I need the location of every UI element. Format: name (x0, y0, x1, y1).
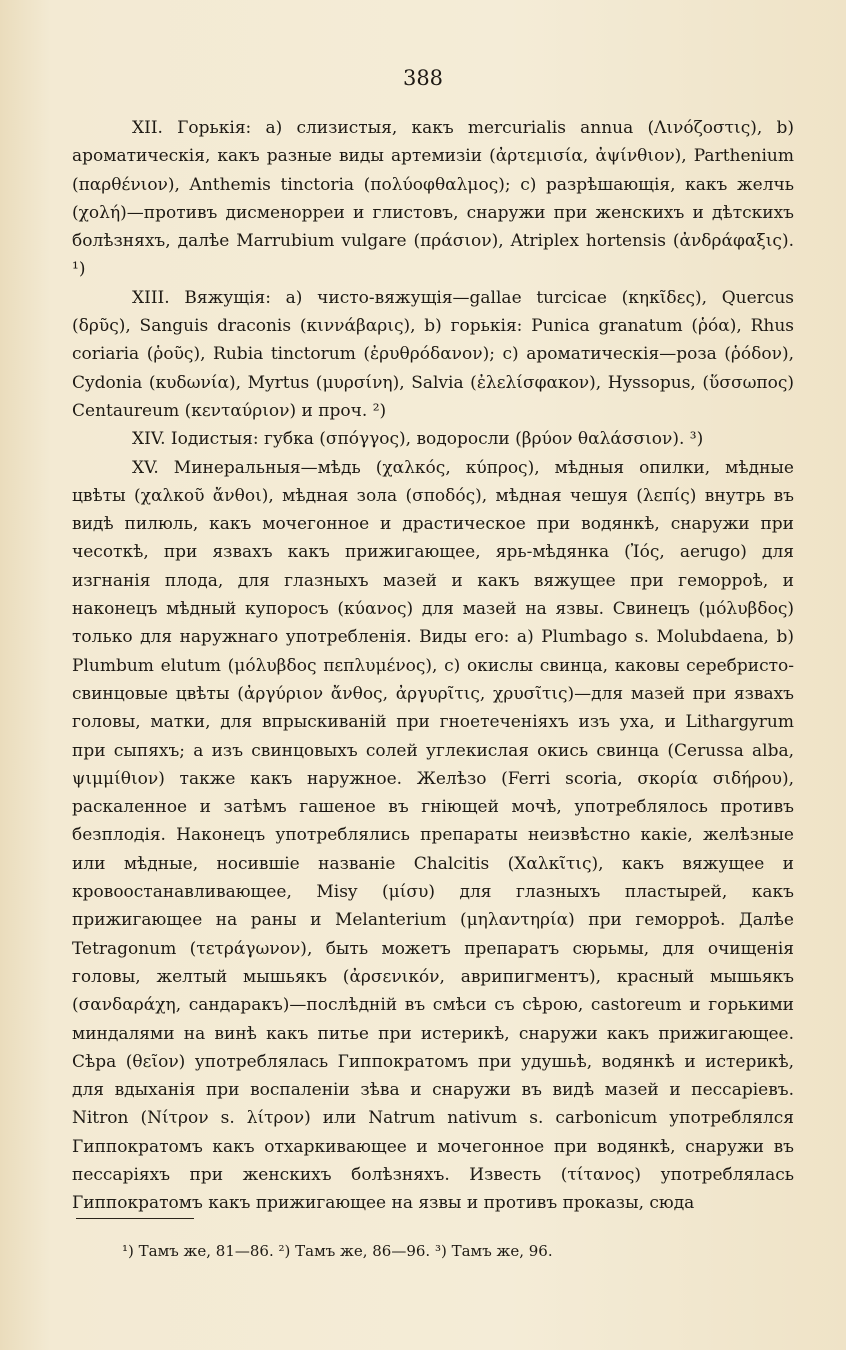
body-text (72, 114, 794, 1218)
paragraph-xv-mineral: XV. Минеральныя—мѣдь (χαλκός, κύπρος), мѣдныя опилки, мѣдные цвѣты (χαλκοῦ ἄνθοι), мѣдная зола (σποδός), мѣдная чешуя (λεπίς) внутрь въ видѣ пилюль, какъ мочегонное и драстическое при водянкѣ, снаружи при чесоткѣ, при язвахъ какъ прижигающее, ярь-мѣдянка (Ἰός, aerugo) для изгнанія плода, для глазныхъ мазей и какъ вяжущее при геморроѣ, и наконецъ мѣдный купоросъ (κύανος) для мазей на язвы. Свинецъ (μόλυβδος) только для наружнаго употребленія. Виды его: a) Plumbago s. Molubdaena, b) Plumbum elutum (μόλυβδος πεπλυμένος), c) окислы свинца, каковы серебристо-свинцовые цвѣты (ἀργύριον ἄνθος, ἀργυρῖτις, χρυσῖτις)—для мазей при язвахъ головы, матки, для впрыскиваній при гноетеченіяхъ изъ уха, и Lithargyrum при сыпяхъ; а изъ свинцовыхъ солей углекислая окись свинца (Cerussa alba, ψιμμίθιον) также какъ наружное. Желѣзо (Ferri scoria, σκορία σιδήρου), раскаленное и затѣмъ гашеное въ гніющей мочѣ, употреблялось противъ безплодія. Наконецъ употреблялись препараты неизвѣстно какіе, желѣзные или мѣдные, носившіе названіе Chalcitis (Χαλκῖτις), какъ вяжущее и кровоостанавливающее, Misy (μίσυ) для глазныхъ пластырей, какъ прижигающее на раны и Melanterium (μηλαντηρία) при геморроѣ. Далѣе Tetragonum (τετράγωνον), быть можетъ препаратъ сюрьмы, для очищенія головы, желтый мышьякъ (ἀρσενικόν, аврипигментъ), красный мышьякъ (σανδαράχη, сандаракъ)—послѣдній въ смѣси съ сѣрою, castoreum и горькими миндалями на винѣ какъ питье при истерикѣ, снаружи какъ прижигающее. Сѣра (θεῖον) употреблялась Гиппократомъ при удушьѣ, водянкѣ и истерикѣ, для вдыханія при воспаленіи зѣва и снаружи въ видѣ мазей и пессаріевъ. Nitron (Νίτρον s. λίτρον) или Natrum nativum s. carbonicum употреблялся Гиппократомъ какъ отхаркивающее и мочегонное при водянкѣ, снаружи въ пессаріяхъ при женскихъ болѣзняхъ. Известь (τίτανος) употреблялась Гиппократомъ какъ прижигающее на язвы и противъ проказы, сюда (72, 457, 794, 1214)
page-number: 388 (402, 66, 444, 90)
footnote: ¹) Тамъ же, 81—86. ²) Тамъ же, 86—96. ³) Тамъ же, 96. (122, 1242, 553, 1260)
paragraph-xiv-iodine: XIV. Іодистыя: губка (σπόγγος), водоросли (βρύον θαλάσσιον). ³) (132, 429, 704, 450)
paragraph-xiii-astringent: XIII. Вяжущія: a) чисто-вяжущія—gallae turcicae (κηκῖδες), Quercus (δρῦς), Sanguis draconis (κιννάβαρις), b) горькія: Punica granatum (ῥόα), Rhus coriaria (ῥοῦς), Rubia tinctorum (ἐρυθρόδανον); c) ароматическія—роза (ῥόδον), Cydonia (κυδωνία), Myrtus (μυρσίνη), Salvia (ἐλελίσφακον), Hyssopus, (ὕσσωπος) Centaureum (κενταύριον) и проч. ²) (72, 287, 794, 421)
footnote-divider (76, 1218, 194, 1219)
paragraph-xii-bitter: XII. Горькія: a) слизистыя, какъ mercurialis annua (Λινόζοστις), b) ароматическія, какъ разные виды артемизіи (ἀρτεμισία, ἀψίνθιον), Parthenium (παρθένιον), Anthemis tinctoria (πολύοφθαλμος); c) разрѣшающія, какъ желчь (χολή)—противъ дисменорреи и глистовъ, снаружи при женскихъ и дѣтскихъ болѣзняхъ, далѣе Marrubium vulgare (πράσιον), Atriplex hortensis (ἀνδράφαξις). ¹) (72, 118, 794, 280)
